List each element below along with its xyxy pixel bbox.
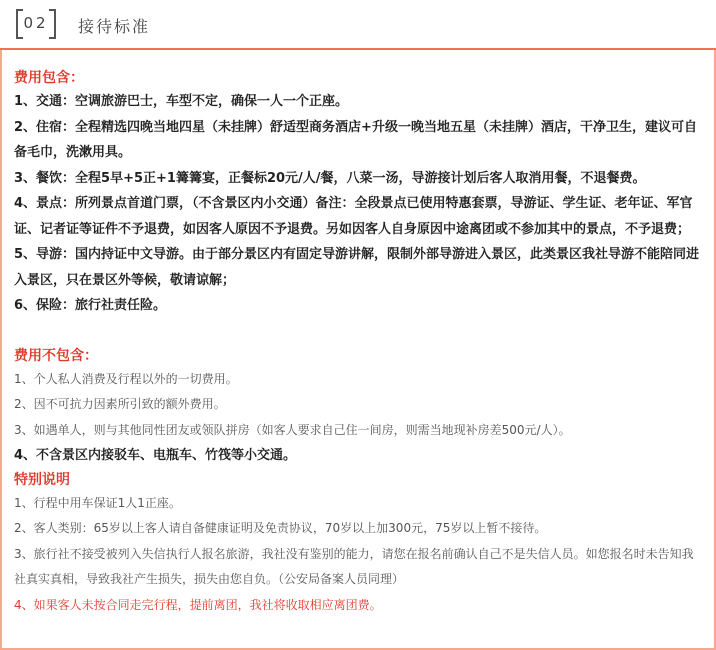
- section-title: 接待标准: [78, 17, 151, 36]
- included-title: 费用包含：: [14, 70, 84, 86]
- excluded-item: 1、个人私人消费及行程以外的一切费用。: [14, 371, 238, 386]
- section-number-box: [16, 9, 56, 39]
- special-item-red: 4、如果客人未按合同走完行程，提前离团，我社将收取相应离团费。: [14, 597, 382, 612]
- special-title: 特别说明: [14, 471, 70, 488]
- content-panel: [0, 50, 716, 650]
- special-item: 1、行程中用车保证1人1正座。: [14, 495, 181, 510]
- included-item: 1、交通：空调旅游巴士，车型不定，确保一人一个正座。: [14, 94, 349, 109]
- spacer: [14, 319, 702, 345]
- special-item: 3、旅行社不接受被列入失信执行人报名旅游，我社没有鉴别的能力，请您在报名前确认自己不是失信人员。如您报名时未告知我社真实真相，导致我社产生损失，损失由您自负。（公安局备案人员同理）: [14, 546, 694, 586]
- included-item: 3、餐饮：全程5早+5正+1篝篝宴，正餐标20元/人/餐，八菜一汤，导游接计划后客人取消用餐，不退餐费。: [14, 170, 646, 186]
- special-item: 2、客人类别：65岁以上客人请自备健康证明及免责协议，70岁以上加300元，75岁以上暂不接待。: [14, 521, 547, 535]
- included-item: 5、导游：国内持证中文导游。由于部分景区内有固定导游讲解，限制外部导游进入景区，此类景区我社导游不能陪同进入景区，只在景区外等候，敬请谅解；: [14, 247, 700, 288]
- content-body: [14, 67, 702, 618]
- excluded-item: 3、如遇单人，则与其他同性团友或领队拼房（如客人要求自己住一间房，则需当地现补房差500元/人）。: [14, 422, 571, 437]
- excluded-item: 2、因不可抗力因素所引致的额外费用。: [14, 397, 226, 411]
- included-item: 2、住宿：全程精选四晚当地四星（未挂牌）舒适型商务酒店+升级一晚当地五星（未挂牌）酒店，干净卫生，建议可自备毛巾，洗漱用具。: [14, 119, 697, 160]
- section-number: 02: [23, 14, 49, 32]
- included-item: 4、景点：所列景点首道门票，（不含景区内小交通）备注：全段景点已使用特惠套票，导游证、学生证、老年证、军官证、记者证等证件不予退费，如因客人原因不予退费。另如因客人自身原因中途离团或不参加其中的景点，不予退费；: [14, 196, 693, 237]
- section-header: [0, 0, 716, 50]
- excluded-title: 费用不包含：: [14, 347, 98, 364]
- excluded-item-bold: 4、不含景区内接驳车、电瓶车、竹筏等小交通。: [14, 448, 297, 463]
- included-item: 6、保险：旅行社责任险。: [14, 298, 167, 313]
